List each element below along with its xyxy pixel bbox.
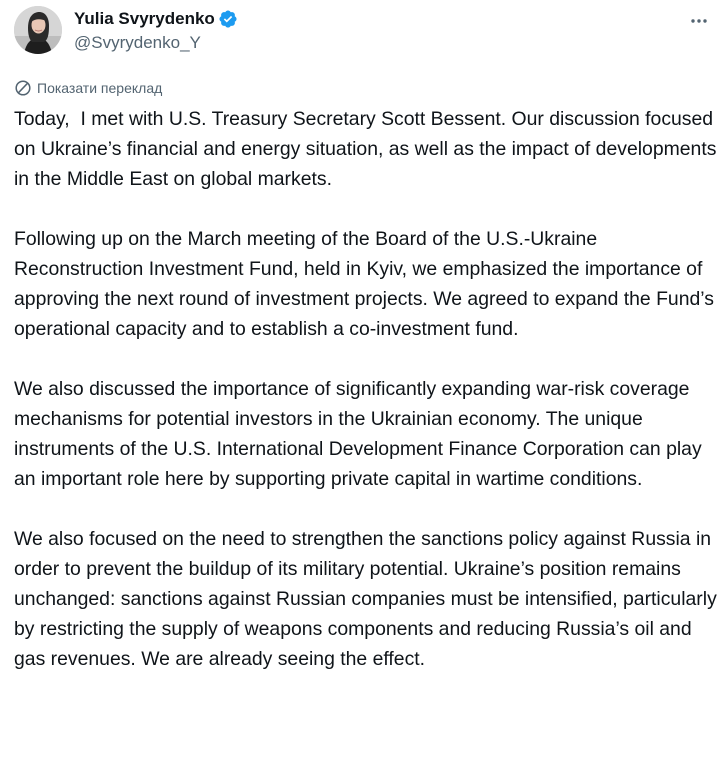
tweet-text: [14, 104, 722, 674]
tweet-paragraph-1: Today, I met with U.S. Treasury Secretary Scott Bessent. Our discussion focused on Ukraine’s financial and energy situation, as well as the impact of developments in the Middle East on global markets.: [14, 108, 722, 190]
avatar[interactable]: [14, 6, 62, 54]
tweet-paragraph-3: We also discussed the importance of significantly expanding war-risk coverage mechanisms for potential investors in the Ukrainian economy. The unique instruments of the U.S. International Development Finance Corporation can play an important role here by supporting private capital in wartime conditions.: [14, 378, 708, 490]
tweet-paragraph-4: We also focused on the need to strengthen the sanctions policy against Russia in order to prevent the buildup of its military potential. Ukraine’s position remains unchanged: sanctions against Russian companies must be intensified, particularly by restricting the supply of weapons components and reducing Russia’s oil and gas revenues. We are already seeing the effect.: [14, 528, 723, 670]
handle[interactable]: @Svyrydenko_Y: [74, 33, 201, 52]
author-block: [74, 8, 238, 54]
translate-link[interactable]: [14, 78, 162, 98]
user-avatar-icon: [14, 6, 62, 54]
verified-badge-icon[interactable]: [218, 9, 238, 29]
name-row: [74, 8, 238, 30]
translate-globe-icon: [14, 79, 32, 97]
more-options-icon[interactable]: [688, 10, 710, 32]
display-name[interactable]: Yulia Svyrydenko: [74, 9, 215, 28]
translate-label: Показати переклад: [37, 80, 163, 96]
tweet-paragraph-2: Following up on the March meeting of the Board of the U.S.-Ukraine Reconstruction Investment Fund, held in Kyiv, we emphasized the importance of approving the next round of investment projects. We agreed to expand the Fund’s operational capacity and to establish a co-investment fund.: [14, 228, 720, 340]
